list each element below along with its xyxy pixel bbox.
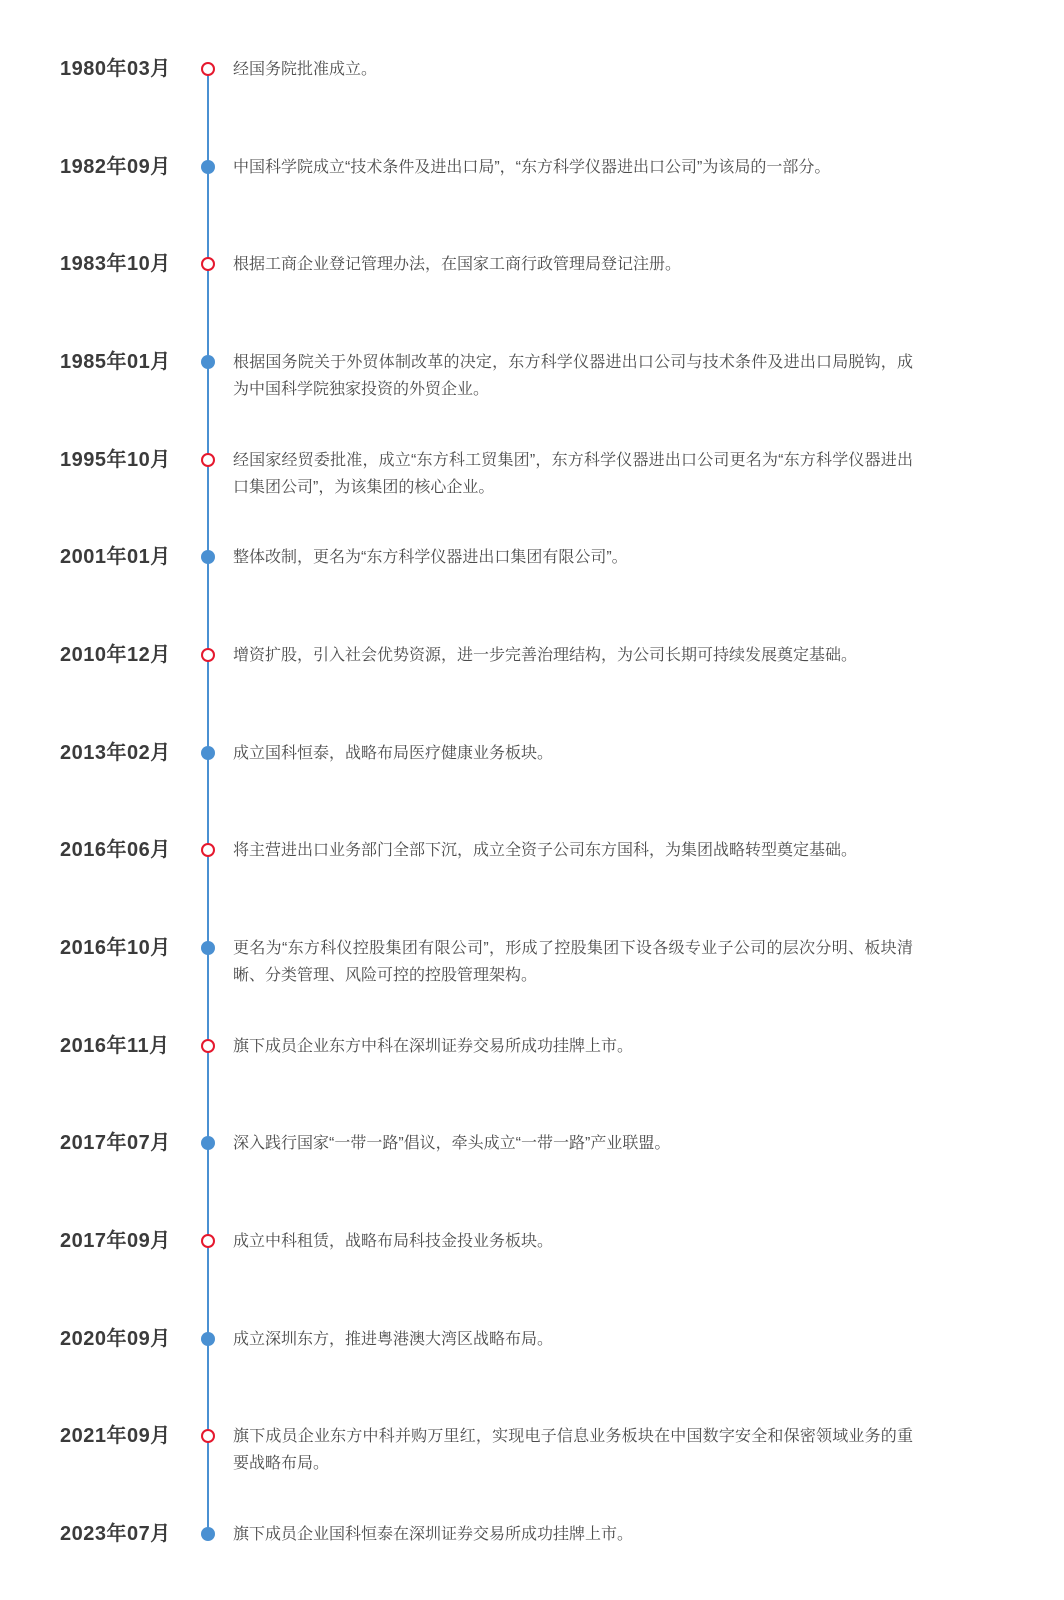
event-description: 更名为“东方科仪控股集团有限公司”，形成了控股集团下设各级专业子公司的层次分明、板块清晰、分类管理、风险可控的控股管理架构。 (233, 940, 913, 985)
event-description: 将主营进出口业务部门全部下沉，成立全资子公司东方国科，为集团战略转型奠定基础。 (233, 842, 858, 860)
timeline-dot-hollow (201, 62, 215, 76)
timeline-dot-filled (201, 160, 215, 174)
event-description: 根据国务院关于外贸体制改革的决定，东方科学仪器进出口公司与技术条件及进出口局脱钩，成为中国科学院独家投资的外贸企业。 (233, 354, 913, 398)
event-description: 旗下成员企业东方中科并购万里红，实现电子信息业务板块在中国数字安全和保密领域业务的重要战略布局。 (233, 1428, 913, 1473)
timeline-dot-filled (201, 1136, 215, 1150)
event-date: 2016年10月 (60, 937, 171, 960)
event-description: 旗下成员企业东方中科在深圳证券交易所成功挂牌上市。 (233, 1037, 634, 1055)
event-date: 2001年01月 (60, 546, 171, 569)
event-date: 2016年11月 (60, 1034, 170, 1057)
event-date: 1980年03月 (60, 58, 171, 80)
event-date: 1985年01月 (60, 351, 171, 373)
event-date: 2021年09月 (60, 1425, 171, 1448)
event-date: 2016年06月 (60, 839, 171, 862)
event-date: 1983年10月 (60, 253, 171, 276)
timeline-dot-filled (201, 746, 215, 760)
event-description: 深入践行国家“一带一路”倡议，牵头成立“一带一路”产业联盟。 (233, 1135, 671, 1153)
timeline-dot-filled (201, 550, 215, 564)
event-description: 中国科学院成立“技术条件及进出口局”，“东方科学仪器进出口公司”为该局的一部分。 (233, 158, 831, 176)
timeline-dot-hollow (201, 1234, 215, 1248)
timeline-dot-hollow (201, 843, 215, 857)
event-description: 成立国科恒泰，战略布局医疗健康业务板块。 (233, 744, 554, 762)
event-description: 整体改制，更名为“东方科学仪器进出口集团有限公司”。 (233, 549, 628, 567)
event-date: 2023年07月 (60, 1523, 171, 1546)
event-description: 成立中科租赁，战略布局科技金投业务板块。 (233, 1233, 554, 1251)
timeline-vertical-line (207, 69, 209, 1535)
event-description: 根据工商企业登记管理办法，在国家工商行政管理局登记注册。 (233, 256, 682, 274)
timeline-dot-hollow (201, 648, 215, 662)
event-description: 经国务院批准成立。 (233, 61, 378, 78)
event-description: 旗下成员企业国科恒泰在深圳证券交易所成功挂牌上市。 (233, 1526, 634, 1544)
timeline-dot-hollow (201, 453, 215, 467)
event-date: 2017年09月 (60, 1230, 171, 1253)
timeline-dot-filled (201, 1527, 215, 1541)
event-date: 2010年12月 (60, 644, 171, 667)
event-date: 2013年02月 (60, 741, 171, 764)
timeline-dot-filled (201, 941, 215, 955)
timeline-dot-hollow (201, 1039, 215, 1053)
timeline-dot-hollow (201, 257, 215, 271)
timeline-dot-filled (201, 355, 215, 369)
timeline-dot-filled (201, 1332, 215, 1346)
timeline-dot-hollow (201, 1429, 215, 1443)
event-date: 2017年07月 (60, 1132, 171, 1155)
event-date: 2020年09月 (60, 1327, 171, 1350)
event-description: 增资扩股，引入社会优势资源，进一步完善治理结构，为公司长期可持续发展奠定基础。 (233, 647, 858, 665)
event-date: 1982年09月 (60, 155, 171, 178)
event-date: 1995年10月 (60, 448, 171, 471)
event-description: 成立深圳东方，推进粤港澳大湾区战略布局。 (233, 1330, 554, 1348)
event-description: 经国家经贸委批准，成立“东方科工贸集团”，东方科学仪器进出口公司更名为“东方科学仪器进出口集团公司”，为该集团的核心企业。 (233, 451, 913, 496)
